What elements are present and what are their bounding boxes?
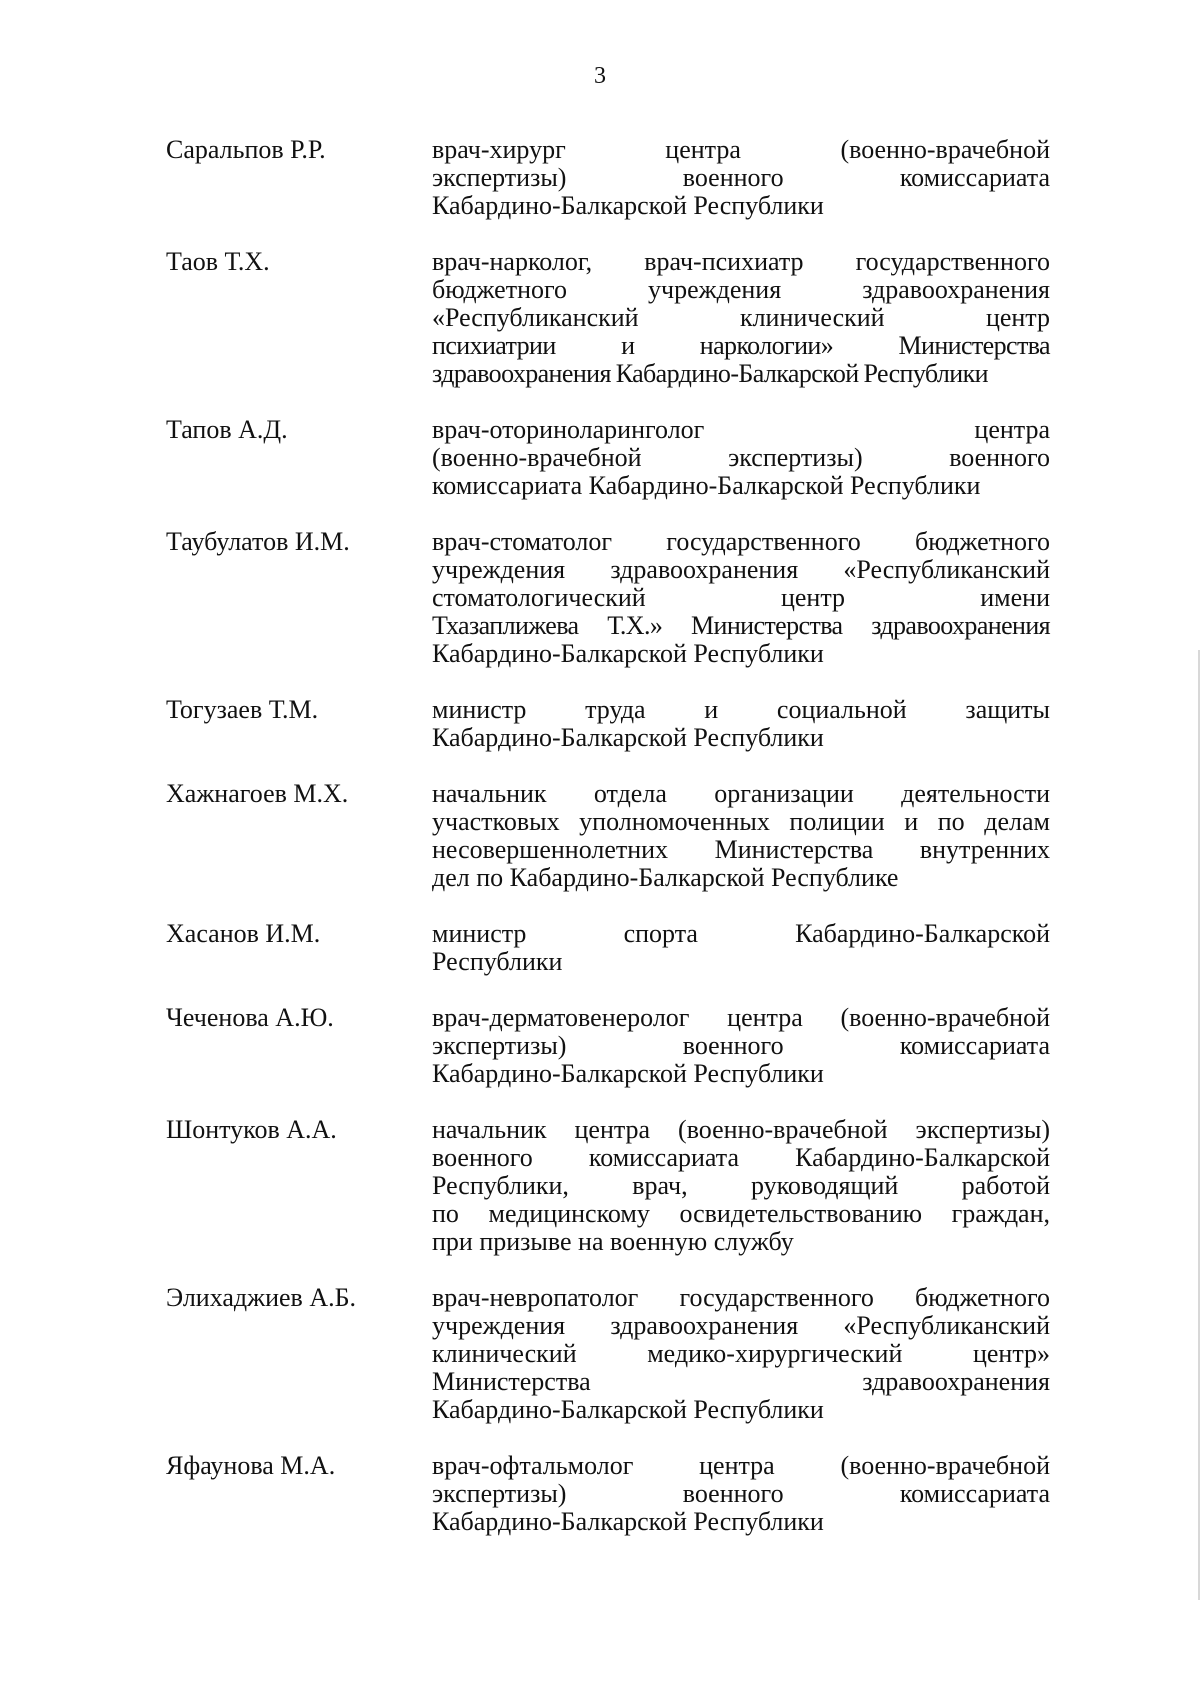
member-name: Тогузаев Т.М. (166, 695, 319, 724)
member-entry (166, 248, 1050, 388)
member-name: Элихаджиев А.Б. (166, 1283, 357, 1312)
member-position (432, 696, 1050, 752)
position-text-line: участковых уполномоченных полиции и по делам (432, 807, 1050, 836)
position-text-line: Республики (432, 947, 563, 976)
member-entry (166, 1452, 1050, 1536)
position-text-line: учреждения здравоохранения «Республиканский (432, 1311, 1050, 1340)
member-entry (166, 1116, 1050, 1256)
position-text-line: комиссариата Кабардино-Балкарской Республики (432, 471, 981, 500)
member-name: Чеченова А.Ю. (166, 1003, 334, 1032)
member-position (432, 1452, 1050, 1536)
position-text-line: министр спорта Кабардино-Балкарской (432, 919, 1050, 948)
position-text-line: врач-стоматолог государственного бюджетного (432, 527, 1050, 556)
member-name: Хасанов И.М. (166, 919, 321, 948)
position-text-line: министр труда и социальной защиты (432, 695, 1050, 724)
position-text-line: Кабардино-Балкарской Республики (432, 1507, 824, 1536)
member-entry (166, 1284, 1050, 1424)
position-text-line: при призыве на военную службу (432, 1227, 794, 1256)
position-text-line: Тхазаплижева Т.Х.» Министерства здравоохранения (432, 611, 1050, 640)
member-position (432, 1116, 1050, 1256)
member-name: Тапов А.Д. (166, 415, 288, 444)
member-position (432, 1284, 1050, 1424)
member-entry (166, 136, 1050, 220)
member-name: Таубулатов И.М. (166, 527, 350, 556)
position-text-line: врач-нарколог, врач-психиатр государственного (432, 247, 1050, 276)
member-entry (166, 696, 1050, 752)
position-text-line: экспертизы) военного комиссариата (432, 1031, 1050, 1060)
position-text-line: врач-офтальмолог центра (военно-врачебной (432, 1451, 1050, 1480)
position-text-line: психиатрии и наркологии» Министерства (432, 331, 1050, 360)
member-position (432, 920, 1050, 976)
position-text-line: врач-оториноларинголог центра (432, 415, 1050, 444)
position-text-line: стоматологический центр имени (432, 583, 1050, 612)
position-text-line: врач-хирург центра (военно-врачебной (432, 135, 1050, 164)
member-entry (166, 780, 1050, 892)
member-position (432, 780, 1050, 892)
position-text-line: экспертизы) военного комиссариата (432, 163, 1050, 192)
member-position (432, 248, 1050, 388)
position-text-line: начальник центра (военно-врачебной экспертизы) (432, 1115, 1050, 1144)
position-text-line: Кабардино-Балкарской Республики (432, 723, 824, 752)
position-text-line: дел по Кабардино-Балкарской Республике (432, 863, 899, 892)
position-text-line: клинический медико-хирургический центр» (432, 1339, 1050, 1368)
member-entry (166, 1004, 1050, 1088)
position-text-line: Министерства здравоохранения (432, 1367, 1050, 1396)
position-text-line: (военно-врачебной экспертизы) военного (432, 443, 1050, 472)
member-entry (166, 920, 1050, 976)
member-name: Таов Т.Х. (166, 247, 270, 276)
member-position (432, 1004, 1050, 1088)
member-position (432, 136, 1050, 220)
member-entry (166, 416, 1050, 500)
commission-member-list (166, 136, 1050, 1564)
member-name: Хажнагоев М.Х. (166, 779, 349, 808)
member-name: Саральпов Р.Р. (166, 135, 326, 164)
page-number: 3 (594, 63, 606, 89)
position-text-line: Кабардино-Балкарской Республики (432, 1395, 824, 1424)
member-name: Шонтуков А.А. (166, 1115, 337, 1144)
position-text-line: бюджетного учреждения здравоохранения (432, 275, 1050, 304)
position-text-line: Республики, врач, руководящий работой (432, 1171, 1050, 1200)
position-text-line: «Республиканский клинический центр (432, 303, 1050, 332)
position-text-line: несовершеннолетних Министерства внутренних (432, 835, 1050, 864)
position-text-line: по медицинскому освидетельствованию граждан, (432, 1199, 1050, 1228)
position-text-line: военного комиссариата Кабардино-Балкарской (432, 1143, 1050, 1172)
member-name: Яфаунова М.А. (166, 1451, 336, 1480)
position-text-line: учреждения здравоохранения «Республиканский (432, 555, 1050, 584)
position-text-line: экспертизы) военного комиссариата (432, 1479, 1050, 1508)
position-text-line: Кабардино-Балкарской Республики (432, 191, 824, 220)
member-position (432, 416, 1050, 500)
position-text-line: Кабардино-Балкарской Республики (432, 639, 824, 668)
member-position (432, 528, 1050, 668)
position-text-line: начальник отдела организации деятельности (432, 779, 1050, 808)
member-entry (166, 528, 1050, 668)
position-text-line: врач-дерматовенеролог центра (военно-врачебной (432, 1003, 1050, 1032)
position-text-line: врач-невропатолог государственного бюджетного (432, 1283, 1050, 1312)
position-text-line: здравоохранения Кабардино-Балкарской Республики (432, 359, 988, 388)
position-text-line: Кабардино-Балкарской Республики (432, 1059, 824, 1088)
